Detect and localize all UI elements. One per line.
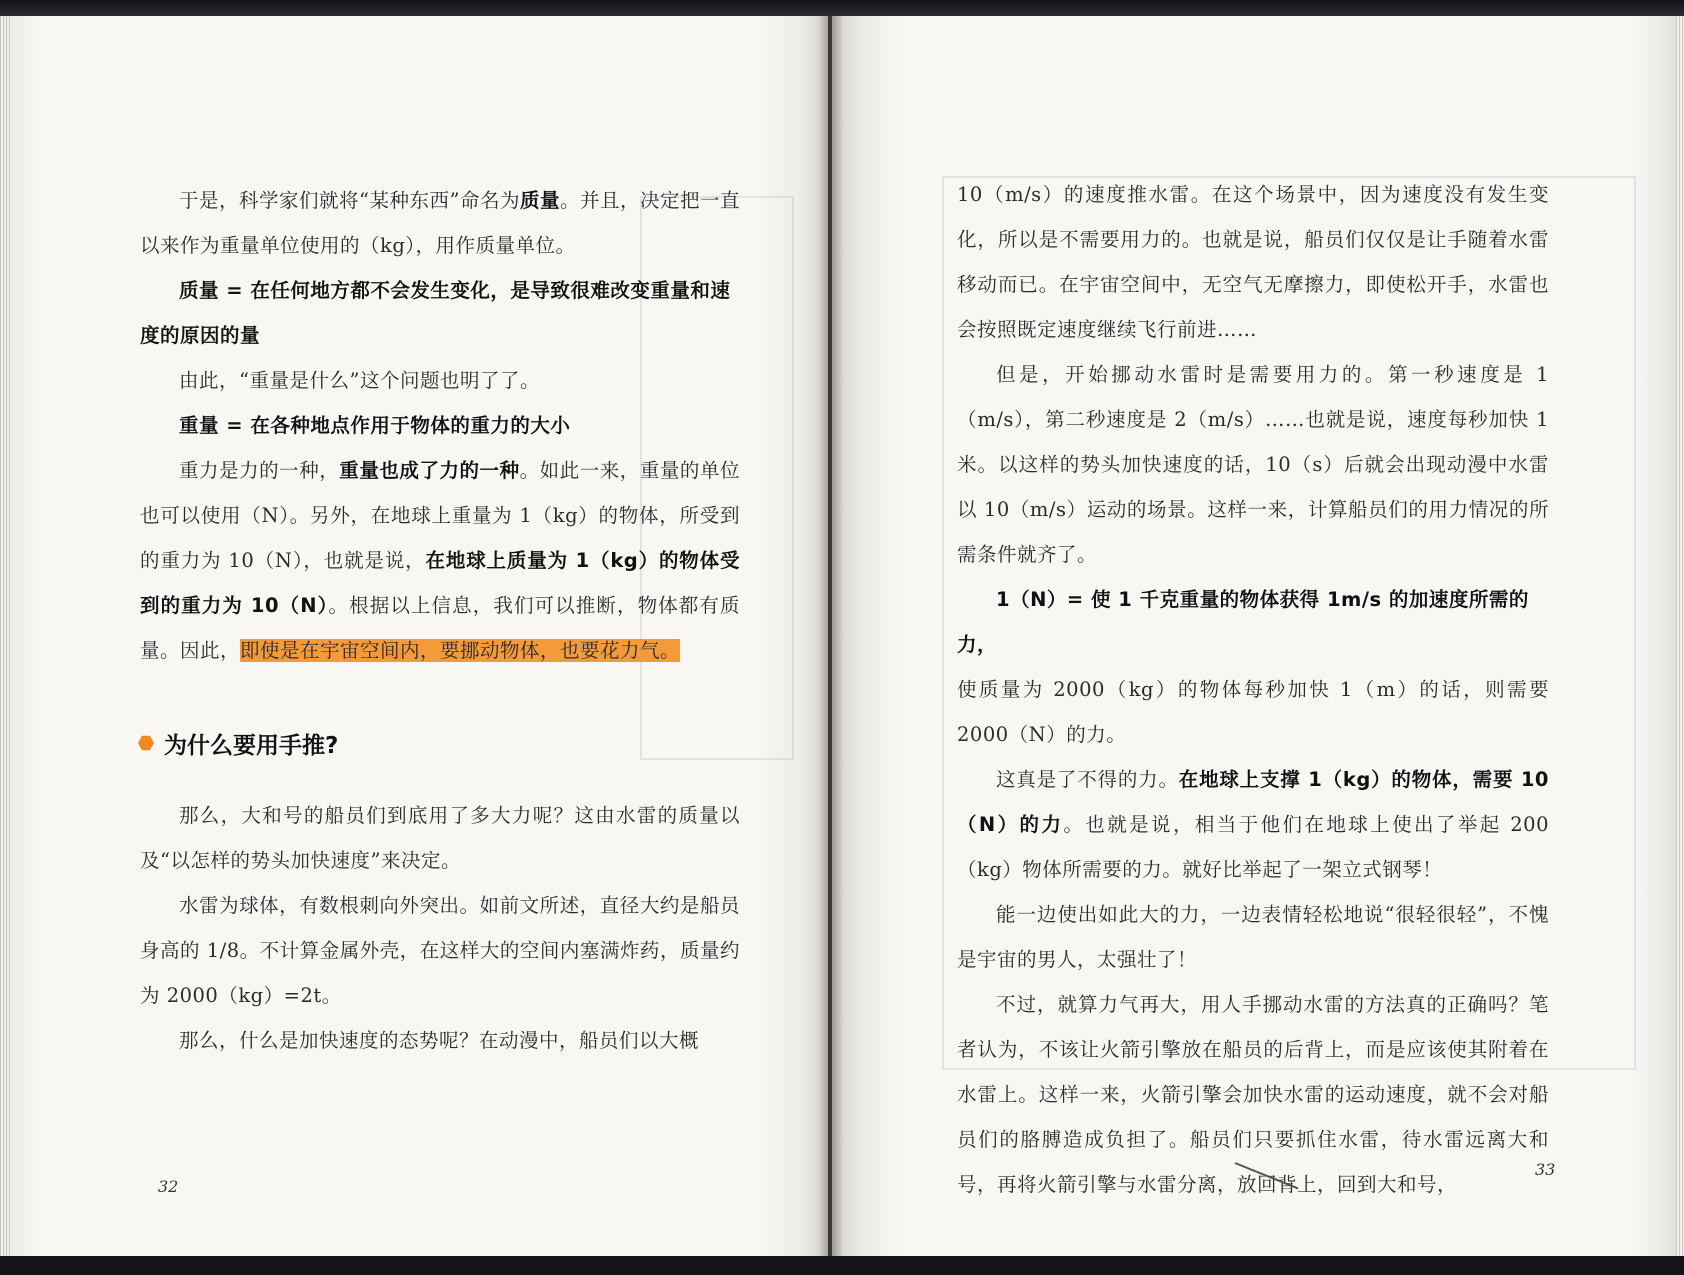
paragraph: 但是，开始挪动水雷时是需要用力的。第一秒速度是 1（m/s），第二秒速度是 2（m/s）……也就是说，速度每秒加快 1 米。以这样的势头加快速度的话，10（s）后就会出现动漫中水雷以 10（m/s）运动的场景。这样一来，计算船员们的用力情况的所需条件就齐了。 — [957, 363, 1549, 566]
section-heading-text: 为什么要用手推? — [164, 732, 339, 759]
page-number-right: 33 — [1535, 1160, 1556, 1179]
paragraph: 由此，“重量是什么”这个问题也明了了。 — [179, 369, 540, 392]
paragraph: 于是，科学家们就将“某种东西”命名为质量。并且，决定把一直以来作为重量单位使用的（kg），用作质量单位。 — [140, 189, 740, 257]
paragraph: 不过，就算力气再大，用人手挪动水雷的方法真的正确吗？笔者认为，不该让火箭引擎放在船员的后背上，而是应该使其附着在水雷上。这样一来，火箭引擎会加快水雷的运动速度，就不会对船员们的胳膊造成负担了。船员们只要抓住水雷，待水雷远离大和号，再将火箭引擎与水雷分离，放回背上，回到大和号， — [957, 993, 1549, 1196]
scan-bottom-edge — [0, 1256, 1684, 1275]
paragraph: 那么，大和号的船员们到底用了多大力呢？这由水雷的质量以及“以怎样的势头加快速度”来决定。 — [140, 804, 740, 872]
book-gutter — [818, 16, 844, 1256]
page-number-left: 32 — [158, 1177, 179, 1196]
paragraph: 使质量为 2000（kg）的物体每秒加快 1（m）的话，则需要 2000（N）的力。 — [957, 678, 1549, 746]
paragraph: 这真是了不得的力。在地球上支撑 1（kg）的物体，需要 10（N）的力。也就是说，相当于他们在地球上使出了举起 200（kg）物体所需要的力。就好比举起了一架立式钢琴！ — [957, 768, 1549, 881]
section-heading — [138, 713, 740, 773]
paragraph: 那么，什么是加快速度的态势呢？在动漫中，船员们以大概 — [179, 1029, 700, 1052]
definition-mass: 质量 = 在任何地方都不会发生变化，是导致很难改变重量和速度的原因的量 — [140, 279, 731, 347]
definition-newton: 1（N）= 使 1 千克重量的物体获得 1m/s 的加速度所需的力， — [957, 588, 1529, 656]
scan-top-edge — [0, 0, 1684, 16]
paragraph: 能一边使出如此大的力，一边表情轻松地说“很轻很轻”，不愧是宇宙的男人，太强壮了！ — [957, 903, 1549, 971]
paragraph: 重力是力的一种，重量也成了力的一种。如此一来，重量的单位也可以使用（N）。另外，在地球上重量为 1（kg）的物体，所受到的重力为 10（N），也就是说，在地球上质量为 1（kg）的物体受到的重力为 10（N）。根据以上信息，我们可以推断，物体都有质量。因此，即使是在宇宙空间内，要挪动物体，也要花力气。 — [140, 459, 740, 662]
paragraph: 10（m/s）的速度推水雷。在这个场景中，因为速度没有发生变化，所以是不需要用力的。也就是说，船员们仅仅是让手随着水雷移动而已。在宇宙空间中，无空气无摩擦力，即使松开手，水雷也会按照既定速度继续飞行前进…… — [957, 183, 1549, 341]
paragraph: 水雷为球体，有数根刺向外突出。如前文所述，直径大约是船员身高的 1/8。不计算金属外壳，在这样大的空间内塞满炸药，质量约为 2000（kg）=2t。 — [140, 894, 740, 1007]
bullet-hexagon-icon — [138, 735, 154, 751]
left-text-column — [140, 178, 740, 1063]
highlighted-text: 即使是在宇宙空间内，要挪动物体，也要花力气。 — [240, 639, 681, 662]
right-text-column — [957, 172, 1549, 1207]
definition-weight: 重量 = 在各种地点作用于物体的重力的大小 — [179, 414, 571, 437]
